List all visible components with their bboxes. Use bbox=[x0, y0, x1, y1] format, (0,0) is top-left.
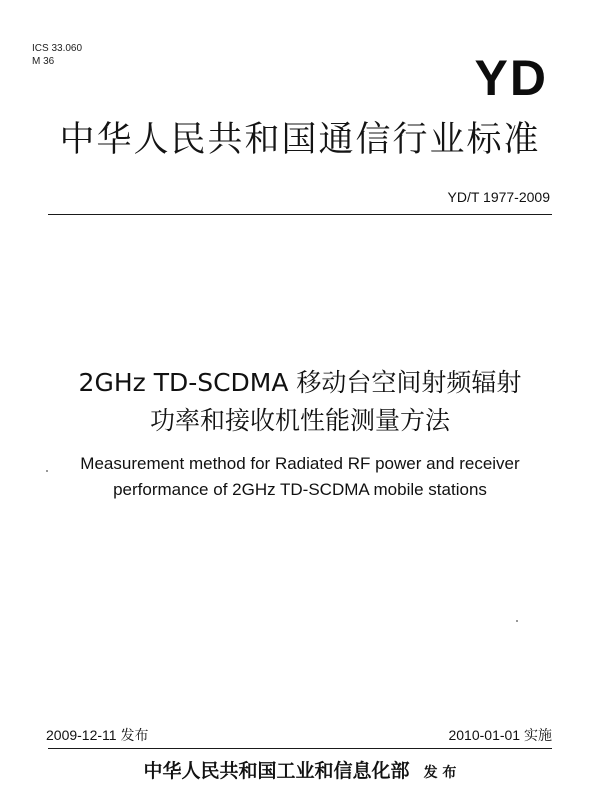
effective-date: 2010-01-01 实施 bbox=[448, 727, 552, 743]
chinese-title-line-1: 2GHz TD-SCDMA 移动台空间射频辐射 bbox=[78, 368, 522, 397]
publisher-line bbox=[0, 758, 600, 786]
publisher-name: 中华人民共和国工业和信息化部 bbox=[143, 760, 410, 782]
organization-title: 中华人民共和国通信行业标准 bbox=[59, 120, 541, 160]
scan-speck bbox=[46, 470, 48, 472]
ccs-code: M 36 bbox=[32, 56, 55, 67]
issue-date: 2009-12-11 发布 bbox=[46, 727, 149, 743]
ics-code: ICS 33.060 bbox=[32, 43, 83, 54]
english-title-line-2: performance of 2GHz TD-SCDMA mobile stations bbox=[113, 480, 487, 499]
top-divider bbox=[48, 214, 552, 215]
publisher-suffix: 发 布 bbox=[423, 765, 457, 781]
yd-logo: YD bbox=[474, 50, 548, 106]
classification-codes bbox=[32, 42, 82, 68]
standard-number: YD/T 1977-2009 bbox=[447, 189, 550, 205]
scan-speck bbox=[516, 620, 518, 622]
english-title-line-1: Measurement method for Radiated RF power and receiver bbox=[80, 454, 520, 473]
bottom-divider bbox=[48, 748, 552, 749]
chinese-title-line-2: 功率和接收机性能测量方法 bbox=[149, 406, 450, 435]
